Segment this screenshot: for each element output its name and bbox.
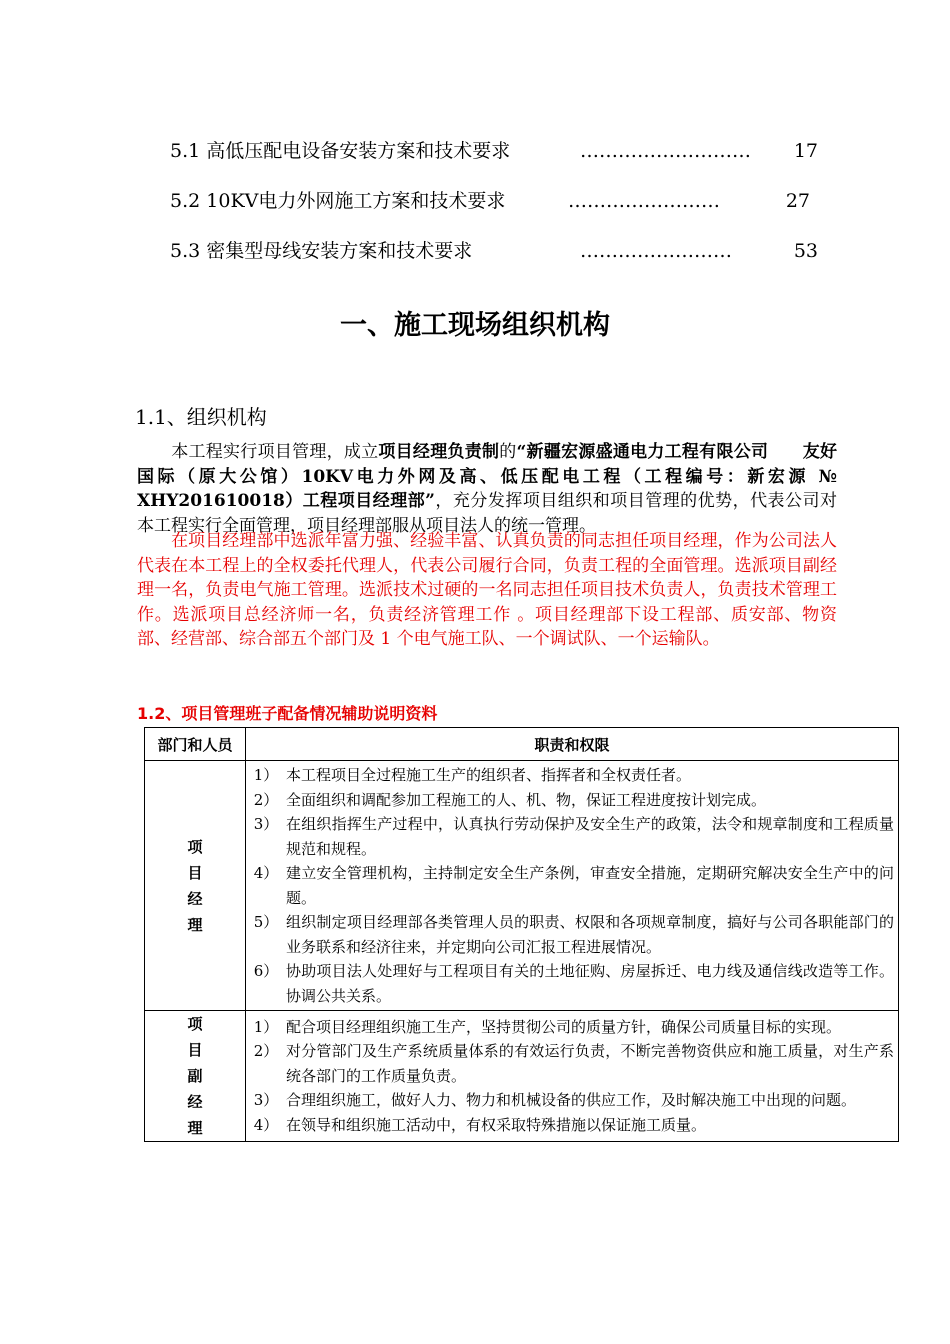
project-name: “新疆宏源盛通电力工程有限公司 友好国际（原大公馆）10KV电力外网及高、低压配电工程（工程编号：新宏源 № XHY201610018）工程项目经理部”: [137, 442, 838, 511]
toc-number: 5.3: [170, 240, 201, 262]
item-text: 对分管部门及生产系统质量体系的有效运行负责，不断完善物资供应和施工质量，对生产系统各部门的工作质量负责。: [286, 1042, 894, 1085]
responsibility-table: [144, 727, 899, 1142]
toc-leader: ………………………: [580, 140, 751, 162]
role-char: 经: [187, 889, 203, 908]
org-paragraph: [137, 440, 837, 538]
item-text: 本工程项目全过程施工生产的组织者、指挥者和全权责任者。: [286, 766, 692, 784]
item-text: 全面组织和调配参加工程施工的人、机、物，保证工程进度按计划完成。: [286, 790, 767, 809]
list-item: [246, 1039, 894, 1088]
item-text: 组织制定项目经理部各类管理人员的职责、权限和各项规章制度，搞好与公司各职能部门的业务联系和经济往来，并定期向公司汇报工程进展情况。: [286, 913, 894, 956]
toc-page: 27: [785, 190, 810, 212]
item-number: 3）: [253, 815, 279, 833]
list-item: [246, 1015, 894, 1040]
toc-leader: ……………………: [568, 190, 720, 212]
toc-number: 5.2: [170, 190, 201, 212]
list-item: [246, 1113, 894, 1138]
table-row-deputy-manager: [145, 1011, 899, 1142]
column-header-dept: 部门和人员: [145, 728, 246, 761]
item-number: 5）: [253, 913, 279, 931]
list-item: [246, 763, 894, 788]
item-number: 4）: [253, 1115, 279, 1134]
duties-cell: [246, 1011, 899, 1142]
list-item: [246, 1088, 894, 1113]
toc-title: 高低压配电设备安装方案和技术要求: [206, 140, 511, 162]
role-char: 项: [187, 837, 203, 856]
list-item: [246, 910, 894, 959]
toc-leader: ……………………: [580, 240, 732, 262]
para-text: 在项目经理部中选派年富力强、经验丰富、认真负责的同志担任项目经理，作为公司法人代表在本工程上的全权委托代理人，代表公司履行合同，负责工程的全面管理。选派项目副经理一名，负责电气施工管理。选派技术过硬的一名同志担任项目技术负责人，负责技术管理工作。选派项目总经济师一名，负责经济管理工作 。项目经理部下设工程部、质安部、物资部、经营部、综合部五个部门及 1 个电气施工队、一个调试队、一个运输队。: [137, 531, 837, 649]
column-header-duties: 职责和权限: [246, 728, 899, 761]
item-number: 2）: [253, 1042, 279, 1061]
role-char: 经: [187, 1093, 203, 1111]
para-text: 的: [499, 442, 517, 462]
toc-entry-5-2[interactable]: [170, 186, 820, 216]
para-text: 本工程实行项目管理，成立: [171, 442, 379, 462]
list-item: [246, 788, 894, 813]
item-number: 1）: [253, 766, 279, 784]
toc-title: 10KV电力外网施工方案和技术要求: [206, 190, 506, 212]
toc-title: 密集型母线安装方案和技术要求: [206, 240, 473, 262]
list-item: [246, 959, 894, 1008]
role-char: 理: [187, 915, 203, 934]
role-char: 理: [187, 1119, 203, 1137]
item-text: 建立安全管理机构，主持制定安全生产条例，审查安全措施，定期研究解决安全生产中的问题。: [286, 864, 894, 907]
toc-page: 17: [793, 140, 818, 162]
toc-entry-5-3[interactable]: [170, 236, 820, 266]
item-number: 4）: [253, 864, 279, 882]
role-char: 目: [187, 1041, 203, 1059]
item-number: 2）: [253, 790, 279, 809]
toc-page: 53: [793, 240, 818, 262]
item-text: 合理组织施工，做好人力、物力和机械设备的供应工作，及时解决施工中出现的问题。: [286, 1091, 857, 1110]
item-text: 协助项目法人处理好与工程项目有关的土地征购、房屋拆迁、电力线及通信线改造等工作。协调公共关系。: [286, 962, 894, 1005]
toc-entry-5-1[interactable]: [170, 136, 820, 166]
role-char: 目: [187, 863, 203, 882]
item-text: 配合项目经理组织施工生产，坚持贯彻公司的质量方针，确保公司质量目标的实现。: [286, 1017, 842, 1036]
toc-number: 5.1: [170, 140, 201, 162]
subsection-title-1-2: 1.2、项目管理班子配备情况辅助说明资料: [137, 704, 438, 723]
staffing-paragraph: [137, 529, 837, 652]
role-cell: [145, 1011, 246, 1142]
role-cell: [145, 761, 246, 1011]
item-number: 3）: [253, 1091, 279, 1110]
item-number: 1）: [253, 1017, 279, 1036]
subsection-title-1-1: 1.1、组织机构: [135, 405, 267, 429]
list-item: [246, 861, 894, 910]
role-char: 项: [187, 1015, 203, 1033]
item-text: 在领导和组织施工活动中，有权采取特殊措施以保证施工质量。: [286, 1115, 707, 1134]
section-title: 一、施工现场组织机构: [340, 310, 610, 341]
item-text: 在组织指挥生产过程中，认真执行劳动保护及安全生产的政策，法令和规章制度和工程质量规范和规程。: [286, 815, 894, 858]
duties-cell: [246, 761, 899, 1011]
item-number: 6）: [253, 962, 279, 980]
list-item: [246, 812, 894, 861]
table-row-project-manager: [145, 761, 899, 1011]
role-char: 副: [187, 1067, 203, 1085]
para-text: ，充分发挥项目组织和项目管理的优势，代表公司对本工程实行全面管理，项目经理部服从项目法人的统一管理。: [137, 491, 838, 536]
para-bold-term: 项目经理负责制: [378, 442, 500, 462]
table-header-row: [145, 728, 899, 761]
